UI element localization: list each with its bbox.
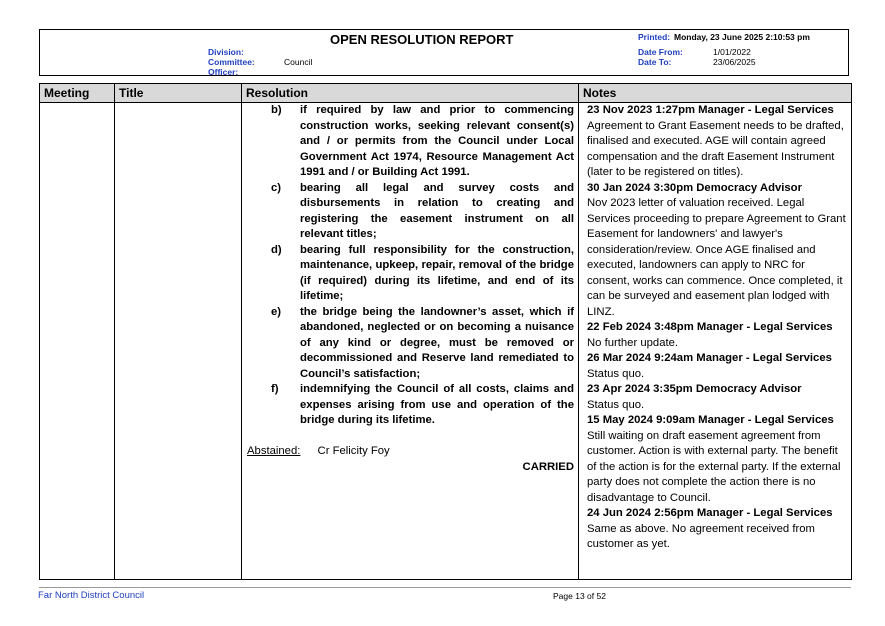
resolution-item <box>242 243 578 305</box>
resolution-table <box>39 83 852 580</box>
column-header-notes: Notes <box>579 84 852 103</box>
note-heading: 23 Apr 2024 3:35pm Democracy Advisor <box>587 383 802 395</box>
resolution-item-text: bearing all legal and survey costs and disbursements in relation to creating and registering the easement instrument on all relevant titles; <box>300 181 574 240</box>
resolution-item <box>242 181 578 243</box>
resolution-item-letter: e) <box>271 305 282 318</box>
note-entry <box>587 320 847 351</box>
notes-list <box>579 103 851 553</box>
meeting-cell <box>40 103 115 580</box>
resolution-item-letter: d) <box>271 243 282 256</box>
resolution-item-text: bearing full responsibility for the construction, maintenance, upkeep, repair, removal of the bridge (if required) during its lifetime, and end of its lifetime; <box>300 243 574 302</box>
footer-page-number: Page 13 of 52 <box>553 591 606 601</box>
report-header <box>39 29 849 76</box>
committee-label: Committee: <box>208 57 255 67</box>
note-body: Same as above. No agreement received from customer as yet. <box>587 522 815 550</box>
note-heading: 23 Nov 2023 1:27pm Manager - Legal Services <box>587 104 834 116</box>
note-entry <box>587 181 847 321</box>
note-heading: 26 Mar 2024 9:24am Manager - Legal Services <box>587 352 832 364</box>
note-body: Status quo. <box>587 367 645 380</box>
abstained-label: Abstained: <box>247 445 301 457</box>
printed-value: Monday, 23 June 2025 2:10:53 pm <box>674 32 810 42</box>
note-entry <box>587 506 847 553</box>
footer-divider <box>39 587 851 588</box>
note-body: Still waiting on draft easement agreement from customer. Action is with external party. The benefit of the action is for the external party. If the external party does not complete the action there is no disadvantage to Council. <box>587 429 841 504</box>
note-heading: 22 Feb 2024 3:48pm Manager - Legal Services <box>587 321 833 333</box>
resolution-item-letter: f) <box>271 383 279 395</box>
abstained-line <box>242 444 578 460</box>
resolution-item <box>242 305 578 383</box>
resolution-item-letter: b) <box>271 104 282 116</box>
date-from-label: Date From: <box>638 47 683 57</box>
column-header-resolution: Resolution <box>242 84 579 103</box>
column-header-title: Title <box>115 84 242 103</box>
note-heading: 15 May 2024 9:09am Manager - Legal Services <box>587 414 834 426</box>
note-entry <box>587 382 847 413</box>
resolution-item <box>242 382 578 429</box>
resolution-item-letter: c) <box>271 181 282 194</box>
officer-label: Officer: <box>208 67 239 77</box>
notes-cell <box>579 103 852 580</box>
resolution-item-text: the bridge being the landowner’s asset, which if abandoned, neglected or on becoming a nuisance of any kind or degree, must be removed or decommissioned and Reserve land remediated to Council’s satisfaction; <box>300 305 574 380</box>
resolution-cell <box>242 103 579 580</box>
report-title: OPEN RESOLUTION REPORT <box>330 32 514 47</box>
carried-status: CARRIED <box>522 460 574 473</box>
note-body: No further update. <box>587 336 679 349</box>
note-body: Nov 2023 letter of valuation received. Legal Services proceeding to prepare Agreement to Grant Easement for landowners' and lawyer's consideration/review. Once AGE finalised and executed, landowners can apply to NRC for consent, works can commence. Once completed, it can be surveyed and easement plan lodged with LINZ. <box>587 197 846 318</box>
title-cell <box>115 103 242 580</box>
abstained-value: Cr Felicity Foy <box>317 445 390 457</box>
resolution-item <box>242 103 578 181</box>
table-row <box>40 103 852 580</box>
printed-label: Printed: <box>638 32 671 42</box>
footer-organisation: Far North District Council <box>38 590 145 601</box>
resolution-list <box>242 103 578 429</box>
note-heading: 30 Jan 2024 3:30pm Democracy Advisor <box>587 181 802 194</box>
note-body: Status quo. <box>587 398 645 411</box>
resolution-item-text: indemnifying the Council of all costs, claims and expenses arising from use and operation of the bridge during its lifetime. <box>300 383 574 426</box>
column-header-meeting: Meeting <box>40 84 115 103</box>
date-to-label: Date To: <box>638 57 672 67</box>
date-from-value: 1/01/2022 <box>713 47 751 57</box>
note-entry <box>587 413 847 506</box>
note-entry <box>587 351 847 382</box>
note-body: Agreement to Grant Easement needs to be drafted, finalised and executed. AGE will contain agreed compensation and the draft Easement Instrument (later to be registered on titles). <box>587 119 844 178</box>
resolution-item-text: if required by law and prior to commencing construction works, seeking relevant consent(s) and / or permits from the Council under Local Government Act 1974, Resource Management Act 1991 and / or Building Act 1991. <box>300 104 574 178</box>
date-to-value: 23/06/2025 <box>713 57 756 67</box>
note-heading: 24 Jun 2024 2:56pm Manager - Legal Services <box>587 507 833 519</box>
committee-value: Council <box>284 57 313 67</box>
note-entry <box>587 103 847 181</box>
division-label: Division: <box>208 47 244 57</box>
